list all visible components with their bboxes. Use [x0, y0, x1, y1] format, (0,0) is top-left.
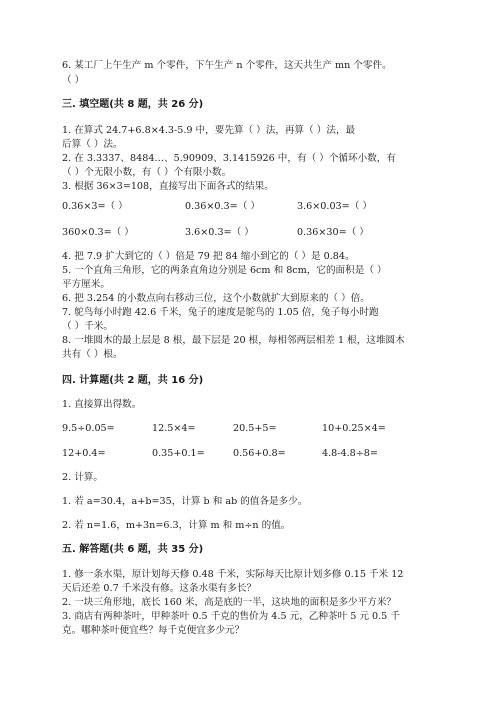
fill-q5-line1: 5. 一个直角三角形，它的两条直角边分别是 6cm 和 8cm，它的面积是（ ） [62, 265, 387, 276]
fill-q3-item: 0.36×0.3=（ ） [185, 201, 260, 212]
solve-q1-line2: 天后还差 0.7 千米没有修。这条水渠有多长？ [62, 583, 257, 594]
fill-q7-line1: 7. 鸵鸟每小时跑 42.6 千米，兔子的速度是鸵鸟的 1.05 倍，兔子每小时跑 [62, 307, 379, 318]
calc-item: 9.5÷0.05= [62, 423, 115, 434]
fill-q8-line2: 共有（ ）根。 [62, 349, 123, 360]
solve-q3-line2: 克。哪种茶叶便宜些？每千克便宜多少元？ [62, 625, 245, 636]
fill-q2-line2: （ ）个无限小数，有（ ）个有限小数。 [62, 167, 232, 178]
calc-item: 0.56+0.8= [233, 448, 286, 459]
fill-q2-line1: 2. 在 3.3337、8484…、5.90909、3.1415926 中，有（ ）个循环小数，有 [62, 153, 396, 164]
fill-q3-item: 3.6×0.03=（ ） [297, 201, 372, 212]
section5-title: 五. 解答题(共 6 题，共 35 分) [62, 544, 204, 555]
calc-q1-title: 1. 直接算出得数。 [62, 399, 142, 410]
fill-q7-line2: （ ）千米。 [62, 321, 114, 332]
q6-judge-answer-blank: （ ） [62, 75, 85, 86]
calc-item: 4.8-4.8÷8= [322, 448, 378, 459]
calc-q2-sub1: 1. 若 a=30.4，a+b=35，计算 b 和 ab 的值各是多少。 [62, 496, 308, 507]
fill-q3-item: 360×0.3=（ ） [62, 227, 134, 238]
calc-item: 12+0.4= [62, 448, 106, 459]
solve-q3-line1: 3. 商店有两种茶叶，甲种茶叶 0.5 千克的售价为 4.5 元，乙种茶叶 5 元 0.5 千 [62, 611, 400, 622]
calc-item: 0.35+0.1= [152, 448, 205, 459]
fill-q5-line2: 平方厘米。 [62, 279, 110, 290]
fill-q1-line2: 后算（ ）法。 [62, 139, 123, 150]
calc-item: 10+0.25×4= [322, 423, 386, 434]
calc-item: 12.5×4= [152, 423, 196, 434]
fill-q3-item: 3.6×0.3=（ ） [185, 227, 254, 238]
fill-q1-line1: 1. 在算式 24.7+6.8×4.3-5.9 中，要先算（ ）法，再算（ ）法，最 [62, 125, 356, 136]
fill-q3-line1: 3. 根据 36×3=108，直接写出下面各式的结果。 [62, 181, 274, 192]
q6-judge-line1: 6. 某工厂上午生产 m 个零件，下午生产 n 个零件，这天共生产 mn 个零件。 [62, 60, 392, 71]
calc-item: 20.5+5= [233, 423, 277, 434]
solve-q1-line1: 1. 修一条水渠，原计划每天修 0.48 千米，实际每天比原计划多修 0.15 千米 12 [62, 569, 404, 580]
calc-q2-sub2: 2. 若 n=1.6，m+3n=6.3，计算 m 和 m÷n 的值。 [62, 520, 291, 531]
section4-title: 四. 计算题(共 2 题，共 16 分) [62, 375, 204, 386]
calc-q2-title: 2. 计算。 [62, 472, 103, 483]
section3-title: 三. 填空题(共 8 题，共 26 分) [62, 99, 204, 110]
fill-q6: 6. 把 3.254 的小数点向右移动三位，这个小数就扩大到原来的（ ）倍。 [62, 293, 370, 304]
fill-q8-line1: 8. 一堆圆木的最上层是 8 根，最下层是 20 根，每相邻两层相差 1 根，这堆圆木 [62, 335, 405, 346]
fill-q3-item: 0.36×30=（ ） [297, 227, 369, 238]
fill-q3-item: 0.36×3=（ ） [62, 201, 128, 212]
solve-q2: 2. 一块三角形地，底长 160 米，高是底的一半，这块地的面积是多少平方米？ [62, 597, 397, 608]
fill-q4: 4. 把 7.9 扩大到它的（ ）倍是 79 把 84 缩小到它的（ ）是 0.84。 [62, 251, 355, 262]
